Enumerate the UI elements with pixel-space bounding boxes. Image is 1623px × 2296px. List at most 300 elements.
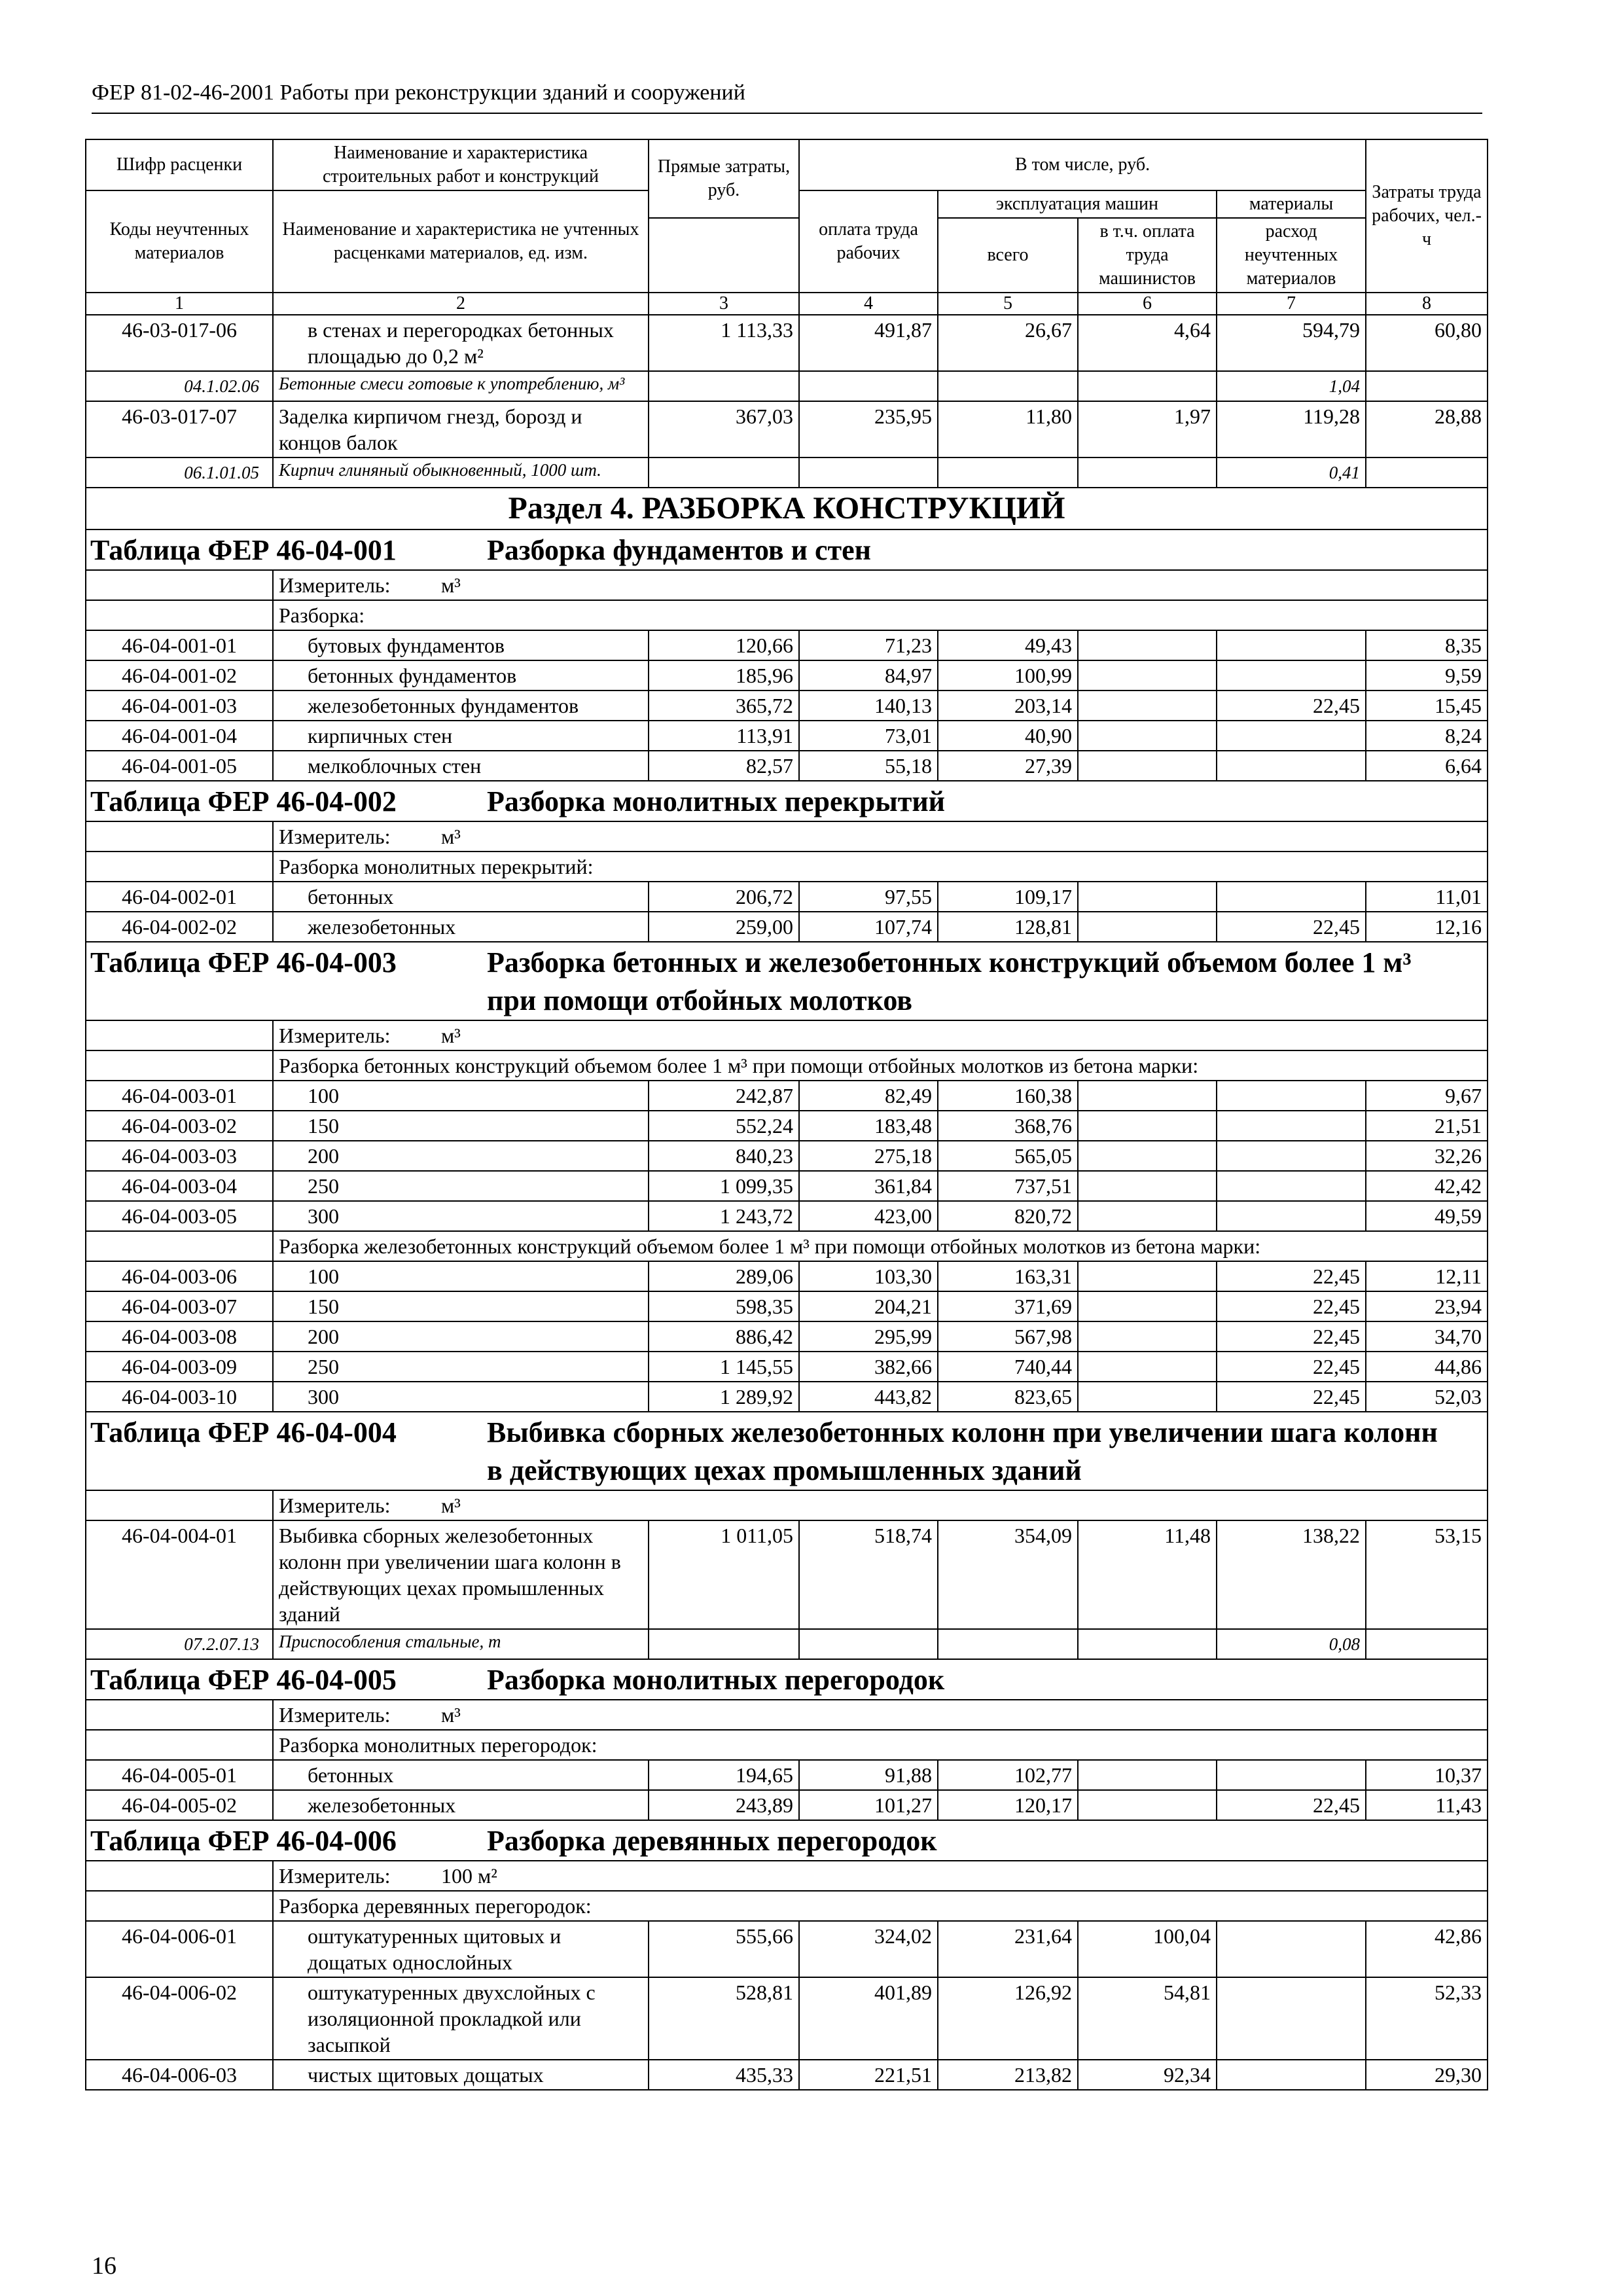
labor-cell: 44,86 <box>1366 1352 1488 1382</box>
table-code: Таблица ФЕР 46-04-003 <box>90 946 397 978</box>
workers-pay-cell: 382,66 <box>799 1352 938 1382</box>
material-code-cell: 06.1.01.05 <box>86 457 273 488</box>
table-row <box>86 751 1488 781</box>
name-cell: Заделка кирпичом гнезд, борозд и концов балок <box>273 401 649 457</box>
labor-cell: 29,30 <box>1366 2060 1488 2090</box>
machinists-pay-cell <box>1078 751 1217 781</box>
name-cell: бетонных фундаментов <box>273 660 649 691</box>
name-cell: 300 <box>273 1382 649 1412</box>
table-row <box>86 1111 1488 1141</box>
name-cell: 100 <box>273 1081 649 1111</box>
machinists-pay-cell <box>1078 882 1217 912</box>
machinists-pay-cell <box>1078 660 1217 691</box>
materials-cell <box>1217 721 1366 751</box>
machines-total-cell: 371,69 <box>938 1291 1078 1321</box>
name-cell: Выбивка сборных железобетонных колонн при увеличении шага колонн в действующих цехах промышленных зданий <box>273 1520 649 1629</box>
group-pad <box>86 852 273 882</box>
workers-pay-cell: 71,23 <box>799 630 938 660</box>
header-direct-blank <box>649 218 799 293</box>
workers-pay-cell: 183,48 <box>799 1111 938 1141</box>
column-number: 6 <box>1078 293 1217 315</box>
table-name: Разборка монолитных перекрытий <box>487 785 946 817</box>
direct-cost-cell: 555,66 <box>649 1921 799 1977</box>
empty-cell <box>1366 371 1488 401</box>
workers-pay-cell: 73,01 <box>799 721 938 751</box>
labor-cell: 42,86 <box>1366 1921 1488 1977</box>
empty-cell <box>799 1629 938 1659</box>
table-heading <box>86 1659 1488 1700</box>
table-heading-row <box>86 529 1488 570</box>
name-cell: 250 <box>273 1171 649 1201</box>
table-row <box>86 691 1488 721</box>
group-row <box>86 1231 1488 1261</box>
direct-cost-cell: 528,81 <box>649 1977 799 2060</box>
material-quantity-cell: 0,41 <box>1217 457 1366 488</box>
name-cell: чистых щитовых дощатых <box>273 2060 649 2090</box>
labor-cell: 12,11 <box>1366 1261 1488 1291</box>
direct-cost-cell: 1 145,55 <box>649 1352 799 1382</box>
code-cell: 46-04-003-03 <box>86 1141 273 1171</box>
measure-pad <box>86 1020 273 1050</box>
measure-cell <box>273 1020 1488 1050</box>
document-title: ФЕР 81-02-46-2001 Работы при реконструкции зданий и сооружений <box>92 81 745 105</box>
machines-total-cell: 567,98 <box>938 1321 1078 1352</box>
measure-label: Измеритель: <box>279 1024 391 1047</box>
direct-cost-cell: 243,89 <box>649 1790 799 1820</box>
labor-cell: 60,80 <box>1366 315 1488 371</box>
labor-cell: 52,33 <box>1366 1977 1488 2060</box>
machines-total-cell: 120,17 <box>938 1790 1078 1820</box>
labor-cell: 49,59 <box>1366 1201 1488 1231</box>
table-heading <box>86 781 1488 821</box>
table-row <box>86 912 1488 942</box>
table-row <box>86 630 1488 660</box>
labor-cell: 9,59 <box>1366 660 1488 691</box>
header-material-names: Наименование и характеристика не учтенных расценками материалов, ед. изм. <box>273 190 649 293</box>
materials-cell <box>1217 751 1366 781</box>
header-material-use: расход неучтенных материалов <box>1217 218 1366 293</box>
materials-cell <box>1217 1201 1366 1231</box>
workers-pay-cell: 107,74 <box>799 912 938 942</box>
measure-label: Измеритель: <box>279 1864 391 1888</box>
code-cell: 46-04-001-03 <box>86 691 273 721</box>
direct-cost-cell: 289,06 <box>649 1261 799 1291</box>
machines-total-cell: 823,65 <box>938 1382 1078 1412</box>
name-cell: мелкоблочных стен <box>273 751 649 781</box>
machinists-pay-cell <box>1078 721 1217 751</box>
measure-row <box>86 1020 1488 1050</box>
code-cell: 46-04-005-02 <box>86 1790 273 1820</box>
table-row <box>86 882 1488 912</box>
column-number: 2 <box>273 293 649 315</box>
table-code: Таблица ФЕР 46-04-004 <box>90 1416 397 1448</box>
code-cell: 46-04-003-05 <box>86 1201 273 1231</box>
materials-cell: 22,45 <box>1217 1790 1366 1820</box>
material-quantity-cell: 1,04 <box>1217 371 1366 401</box>
direct-cost-cell: 840,23 <box>649 1141 799 1171</box>
group-row <box>86 1730 1488 1760</box>
name-cell: бутовых фундаментов <box>273 630 649 660</box>
header-row <box>86 139 1488 190</box>
group-label: Разборка железобетонных конструкций объемом более 1 м³ при помощи отбойных молотков из бетона марки: <box>273 1231 1488 1261</box>
direct-cost-cell: 1 243,72 <box>649 1201 799 1231</box>
material-quantity-cell: 0,08 <box>1217 1629 1366 1659</box>
table-row <box>86 1171 1488 1201</box>
price-table <box>85 139 1488 2090</box>
name-cell: оштукатуренных двухслойных с изоляционной прокладкой или засыпкой <box>273 1977 649 2060</box>
materials-cell <box>1217 660 1366 691</box>
materials-cell: 22,45 <box>1217 691 1366 721</box>
empty-cell <box>1078 371 1217 401</box>
page-number: 16 <box>92 2252 116 2280</box>
machinists-pay-cell: 4,64 <box>1078 315 1217 371</box>
table-row <box>86 1261 1488 1291</box>
table-heading-row <box>86 1659 1488 1700</box>
table-heading <box>86 942 1488 1020</box>
materials-cell <box>1217 1111 1366 1141</box>
empty-cell <box>1366 1629 1488 1659</box>
materials-cell <box>1217 1921 1366 1977</box>
materials-cell: 22,45 <box>1217 1352 1366 1382</box>
materials-cell <box>1217 2060 1366 2090</box>
table-row <box>86 315 1488 371</box>
machinists-pay-cell <box>1078 1171 1217 1201</box>
machines-total-cell: 102,77 <box>938 1760 1078 1790</box>
machinists-pay-cell: 54,81 <box>1078 1977 1217 2060</box>
material-name-cell: Приспособления стальные, т <box>273 1629 649 1659</box>
direct-cost-cell: 365,72 <box>649 691 799 721</box>
header-direct: Прямые затраты, руб. <box>649 139 799 218</box>
direct-cost-cell: 367,03 <box>649 401 799 457</box>
workers-pay-cell: 140,13 <box>799 691 938 721</box>
direct-cost-cell: 206,72 <box>649 882 799 912</box>
machinists-pay-cell <box>1078 630 1217 660</box>
materials-cell: 594,79 <box>1217 315 1366 371</box>
table-row <box>86 1921 1488 1977</box>
name-cell: 250 <box>273 1352 649 1382</box>
name-cell: 300 <box>273 1201 649 1231</box>
section-title: Раздел 4. РАЗБОРКА КОНСТРУКЦИЙ <box>86 488 1488 529</box>
material-row <box>86 371 1488 401</box>
group-label: Разборка монолитных перегородок: <box>273 1730 1488 1760</box>
machines-total-cell: 49,43 <box>938 630 1078 660</box>
measure-cell <box>273 1861 1488 1891</box>
materials-cell: 22,45 <box>1217 1382 1366 1412</box>
materials-cell <box>1217 1977 1366 2060</box>
group-row <box>86 600 1488 630</box>
code-cell: 46-04-003-01 <box>86 1081 273 1111</box>
labor-cell: 53,15 <box>1366 1520 1488 1629</box>
machinists-pay-cell: 100,04 <box>1078 1921 1217 1977</box>
labor-cell: 8,24 <box>1366 721 1488 751</box>
table-row <box>86 1321 1488 1352</box>
materials-cell: 22,45 <box>1217 912 1366 942</box>
table-name: Выбивка сборных железобетонных колонн при увеличении шага колонн в действующих цехах промышленных зданий <box>487 1416 1438 1486</box>
labor-cell: 15,45 <box>1366 691 1488 721</box>
measure-label: Измеритель: <box>279 1703 391 1727</box>
table-heading-row <box>86 942 1488 1020</box>
empty-cell <box>1078 457 1217 488</box>
workers-pay-cell: 221,51 <box>799 2060 938 2090</box>
measure-pad <box>86 821 273 852</box>
code-cell: 46-03-017-07 <box>86 401 273 457</box>
measure-row <box>86 1490 1488 1520</box>
measure-pad <box>86 570 273 600</box>
machines-total-cell: 354,09 <box>938 1520 1078 1629</box>
table-row <box>86 1141 1488 1171</box>
table-code: Таблица ФЕР 46-04-001 <box>90 534 397 566</box>
materials-cell <box>1217 882 1366 912</box>
materials-cell <box>1217 1081 1366 1111</box>
machinists-pay-cell <box>1078 1141 1217 1171</box>
code-cell: 46-04-002-02 <box>86 912 273 942</box>
code-cell: 46-04-003-02 <box>86 1111 273 1141</box>
workers-pay-cell: 491,87 <box>799 315 938 371</box>
column-number: 4 <box>799 293 938 315</box>
machinists-pay-cell <box>1078 1321 1217 1352</box>
group-label: Разборка бетонных конструкций объемом более 1 м³ при помощи отбойных молотков из бетона марки: <box>273 1050 1488 1081</box>
direct-cost-cell: 886,42 <box>649 1321 799 1352</box>
materials-cell <box>1217 1141 1366 1171</box>
machinists-pay-cell <box>1078 691 1217 721</box>
code-cell: 46-04-006-01 <box>86 1921 273 1977</box>
labor-cell: 6,64 <box>1366 751 1488 781</box>
group-label: Разборка деревянных перегородок: <box>273 1891 1488 1921</box>
labor-cell: 11,01 <box>1366 882 1488 912</box>
column-number-row <box>86 293 1488 315</box>
machines-total-cell: 109,17 <box>938 882 1078 912</box>
code-cell: 46-04-001-04 <box>86 721 273 751</box>
column-number: 7 <box>1217 293 1366 315</box>
table-heading-row <box>86 1412 1488 1490</box>
materials-cell <box>1217 1171 1366 1201</box>
measure-label: Измеритель: <box>279 825 391 848</box>
material-row <box>86 1629 1488 1659</box>
table-row <box>86 2060 1488 2090</box>
code-cell: 46-04-003-07 <box>86 1291 273 1321</box>
workers-pay-cell: 97,55 <box>799 882 938 912</box>
name-cell: 150 <box>273 1111 649 1141</box>
machines-total-cell: 565,05 <box>938 1141 1078 1171</box>
name-cell: железобетонных фундаментов <box>273 691 649 721</box>
direct-cost-cell: 242,87 <box>649 1081 799 1111</box>
group-label: Разборка: <box>273 600 1488 630</box>
machinists-pay-cell <box>1078 1790 1217 1820</box>
measure-cell <box>273 821 1488 852</box>
code-cell: 46-04-003-06 <box>86 1261 273 1291</box>
direct-cost-cell: 259,00 <box>649 912 799 942</box>
table-name: Разборка фундаментов и стен <box>487 534 872 566</box>
direct-cost-cell: 82,57 <box>649 751 799 781</box>
machines-total-cell: 27,39 <box>938 751 1078 781</box>
direct-cost-cell: 113,91 <box>649 721 799 751</box>
machinists-pay-cell <box>1078 1760 1217 1790</box>
table-row <box>86 721 1488 751</box>
machines-total-cell: 203,14 <box>938 691 1078 721</box>
empty-cell <box>799 371 938 401</box>
empty-cell <box>649 371 799 401</box>
table-heading-row <box>86 781 1488 821</box>
code-cell: 46-04-001-02 <box>86 660 273 691</box>
table-row <box>86 1977 1488 2060</box>
measure-label: Измеритель: <box>279 573 391 597</box>
code-cell: 46-04-003-08 <box>86 1321 273 1352</box>
measure-pad <box>86 1861 273 1891</box>
labor-cell: 8,35 <box>1366 630 1488 660</box>
empty-cell <box>649 1629 799 1659</box>
empty-cell <box>938 371 1078 401</box>
code-cell: 46-04-006-03 <box>86 2060 273 2090</box>
table-heading <box>86 1820 1488 1861</box>
table-heading-row <box>86 1820 1488 1861</box>
code-cell: 46-04-001-01 <box>86 630 273 660</box>
machinists-pay-cell <box>1078 1382 1217 1412</box>
document-header <box>92 73 1482 114</box>
name-cell: бетонных <box>273 882 649 912</box>
machines-total-cell: 26,67 <box>938 315 1078 371</box>
direct-cost-cell: 1 113,33 <box>649 315 799 371</box>
machines-total-cell: 160,38 <box>938 1081 1078 1111</box>
direct-cost-cell: 598,35 <box>649 1291 799 1321</box>
column-number: 8 <box>1366 293 1488 315</box>
table-row <box>86 1291 1488 1321</box>
labor-cell: 12,16 <box>1366 912 1488 942</box>
group-pad <box>86 1730 273 1760</box>
workers-pay-cell: 91,88 <box>799 1760 938 1790</box>
material-code-cell: 04.1.02.06 <box>86 371 273 401</box>
code-cell: 46-04-003-04 <box>86 1171 273 1201</box>
measure-cell <box>273 570 1488 600</box>
name-cell: 200 <box>273 1141 649 1171</box>
machines-total-cell: 40,90 <box>938 721 1078 751</box>
table-code: Таблица ФЕР 46-04-006 <box>90 1825 397 1857</box>
name-cell: 150 <box>273 1291 649 1321</box>
machines-total-cell: 213,82 <box>938 2060 1078 2090</box>
materials-cell <box>1217 1760 1366 1790</box>
column-number: 1 <box>86 293 273 315</box>
group-pad <box>86 600 273 630</box>
machinists-pay-cell <box>1078 1111 1217 1141</box>
group-row <box>86 1891 1488 1921</box>
empty-cell <box>1366 457 1488 488</box>
table-row <box>86 1352 1488 1382</box>
machines-total-cell: 163,31 <box>938 1261 1078 1291</box>
labor-cell: 10,37 <box>1366 1760 1488 1790</box>
group-label: Разборка монолитных перекрытий: <box>273 852 1488 882</box>
measure-row <box>86 821 1488 852</box>
header-code: Шифр расценки <box>86 139 273 190</box>
direct-cost-cell: 1 011,05 <box>649 1520 799 1629</box>
machinists-pay-cell <box>1078 1261 1217 1291</box>
materials-cell: 22,45 <box>1217 1261 1366 1291</box>
column-number: 3 <box>649 293 799 315</box>
group-row <box>86 1050 1488 1081</box>
empty-cell <box>1078 1629 1217 1659</box>
code-cell: 46-04-001-05 <box>86 751 273 781</box>
name-cell: в стенах и перегородках бетонных площадью до 0,2 м² <box>273 315 649 371</box>
machinists-pay-cell: 92,34 <box>1078 2060 1217 2090</box>
material-row <box>86 457 1488 488</box>
measure-label: Измеритель: <box>279 1494 391 1517</box>
header-machinists: в т.ч. оплата труда машинистов <box>1078 218 1217 293</box>
materials-cell: 22,45 <box>1217 1321 1366 1352</box>
header-workers-pay: оплата труда рабочих <box>799 190 938 293</box>
table-row <box>86 1201 1488 1231</box>
measure-cell <box>273 1490 1488 1520</box>
name-cell: 200 <box>273 1321 649 1352</box>
machines-total-cell: 737,51 <box>938 1171 1078 1201</box>
table-row <box>86 660 1488 691</box>
direct-cost-cell: 1 099,35 <box>649 1171 799 1201</box>
machinists-pay-cell <box>1078 1352 1217 1382</box>
table-name: Разборка монолитных перегородок <box>487 1664 945 1696</box>
workers-pay-cell: 103,30 <box>799 1261 938 1291</box>
machinists-pay-cell <box>1078 1291 1217 1321</box>
labor-cell: 21,51 <box>1366 1111 1488 1141</box>
table-row <box>86 401 1488 457</box>
name-cell: 100 <box>273 1261 649 1291</box>
labor-cell: 52,03 <box>1366 1382 1488 1412</box>
header-material-codes: Коды неучтенных материалов <box>86 190 273 293</box>
table-row <box>86 1760 1488 1790</box>
header-materials: материалы <box>1217 190 1366 218</box>
machines-total-cell: 11,80 <box>938 401 1078 457</box>
table-code: Таблица ФЕР 46-04-002 <box>90 785 397 817</box>
measure-row <box>86 570 1488 600</box>
table-row <box>86 1382 1488 1412</box>
labor-cell: 32,26 <box>1366 1141 1488 1171</box>
labor-cell: 9,67 <box>1366 1081 1488 1111</box>
machines-total-cell: 126,92 <box>938 1977 1078 2060</box>
table-row <box>86 1790 1488 1820</box>
labor-cell: 42,42 <box>1366 1171 1488 1201</box>
code-cell: 46-04-003-09 <box>86 1352 273 1382</box>
empty-cell <box>938 457 1078 488</box>
header-including: В том числе, руб. <box>799 139 1366 190</box>
labor-cell: 34,70 <box>1366 1321 1488 1352</box>
materials-cell: 119,28 <box>1217 401 1366 457</box>
machinists-pay-cell: 11,48 <box>1078 1520 1217 1629</box>
name-cell: бетонных <box>273 1760 649 1790</box>
code-cell: 46-04-003-10 <box>86 1382 273 1412</box>
material-name-cell: Бетонные смеси готовые к употреблению, м³ <box>273 371 649 401</box>
table-row <box>86 1520 1488 1629</box>
table-name: Разборка бетонных и железобетонных конструкций объемом более 1 м³ при помощи отбойных молотков <box>487 946 1412 1016</box>
table-heading <box>86 1412 1488 1490</box>
table-row <box>86 1081 1488 1111</box>
workers-pay-cell: 82,49 <box>799 1081 938 1111</box>
measure-pad <box>86 1490 273 1520</box>
machines-total-cell: 100,99 <box>938 660 1078 691</box>
workers-pay-cell: 443,82 <box>799 1382 938 1412</box>
table-name: Разборка деревянных перегородок <box>487 1825 937 1857</box>
code-cell: 46-04-005-01 <box>86 1760 273 1790</box>
direct-cost-cell: 435,33 <box>649 2060 799 2090</box>
machinists-pay-cell <box>1078 912 1217 942</box>
workers-pay-cell: 101,27 <box>799 1790 938 1820</box>
machines-total-cell: 231,64 <box>938 1921 1078 1977</box>
machines-total-cell: 368,76 <box>938 1111 1078 1141</box>
machinists-pay-cell: 1,97 <box>1078 401 1217 457</box>
measure-unit: м³ <box>441 1703 461 1727</box>
code-cell: 46-04-004-01 <box>86 1520 273 1629</box>
measure-row <box>86 1700 1488 1730</box>
header-machines: эксплуатация машин <box>938 190 1217 218</box>
header-labor: Затраты труда рабочих, чел.-ч <box>1366 139 1488 293</box>
machinists-pay-cell <box>1078 1201 1217 1231</box>
labor-cell: 28,88 <box>1366 401 1488 457</box>
column-number: 5 <box>938 293 1078 315</box>
